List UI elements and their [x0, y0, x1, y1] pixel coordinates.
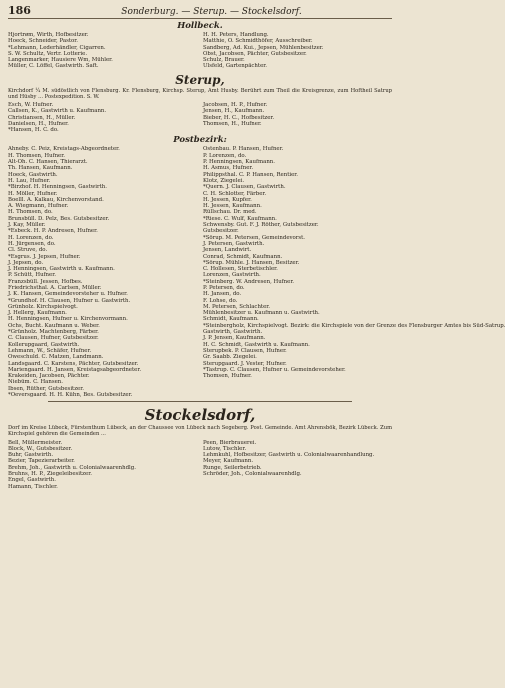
directory-entry: Ostenbau. P. Hansen, Hufner. [203, 146, 284, 153]
directory-entry: H. Jürgensen, do. [8, 240, 56, 247]
running-title: Sonderburg. — Sterup. — Stockelsdorf. [121, 7, 302, 17]
directory-entry: Gastwirth, Gastwirth. [203, 329, 263, 336]
directory-entry: *Birzhof. H. Henningsen, Gastwirth. [8, 184, 107, 191]
directory-entry: Thomsen, Hufner. [203, 373, 252, 380]
directory-entry: Esch, W. Hufner. [8, 101, 54, 108]
col-left [8, 102, 197, 133]
directory-entry: C. H. Schlotter, Färber. [203, 190, 267, 197]
directory-entry: *Sörup. Mühle. J. Hansen, Besitzer. [203, 259, 300, 266]
section-title-postbezirk: Postbezirk: [173, 135, 227, 146]
directory-entry: Müller, C. Löffel, Gastwirth. Saft. [8, 63, 99, 70]
directory-entry: Kollerupgaard, Gastwirth. [8, 341, 80, 348]
directory-entry: Brunsbüll. D. Pelz, Bes. Gutsbesitzer. [8, 215, 110, 222]
directory-entry: Langenmarker, Hausiere Wm, Mühler. [8, 57, 113, 64]
directory-entry: Jensen, H., Kaufmann. [203, 108, 265, 115]
directory-entry: Schröder, Joh., Colonialwaarenhdlg. [203, 471, 302, 477]
col-right [203, 146, 505, 398]
directory-entry: Meyer, Kaufmann. [203, 458, 254, 465]
directory-entry: Lehmann, W., Schäfer, Hufner. [8, 347, 92, 354]
directory-entry: Friedrichsthal. A. Carlsen, Müller. [8, 284, 102, 291]
directory-entry: H. Jansen, do. [203, 291, 242, 298]
directory-entry: Oweschuld. C. Matzen, Landmann. [8, 354, 104, 361]
directory-entry: Rüllschau. Dr. med. [203, 209, 257, 216]
directory-entry: Thomsen, H., Hufner. [203, 120, 262, 127]
col-right [203, 32, 392, 70]
directory-entry: Klotz, Ziegelei. [203, 177, 245, 184]
directory-entry: J. Kay, Müller. [8, 222, 46, 229]
col-left [8, 146, 197, 398]
directory-entry: *Esgrus. J. Jepsen, Hufner. [8, 253, 81, 260]
directory-entry: Runge, Seilerbetrieb. [203, 464, 262, 471]
directory-entry: *Esbeck. H. P. Andresen, Hufner. [8, 228, 98, 235]
directory-entry: J. K. Hansen, Gemeindevorsteher u. Hufner. [8, 291, 128, 298]
directory-entry: H. Lau, Hufner. [8, 177, 51, 184]
col-left [8, 32, 197, 70]
document-page [8, 4, 505, 684]
directory-entry: Bezier, Tapezierarbeiter. [8, 458, 75, 465]
directory-entry: Franzsbüll. Jessen, Hofbes. [8, 278, 83, 285]
directory-entry: H. Jessen, Kaufmann. [203, 203, 262, 210]
directory-entry: F. Lohse, do. [203, 297, 238, 304]
directory-entry: Ochs, Bucht. Kaufmann u. Weber. [8, 322, 100, 329]
section-hollbeck [8, 32, 392, 70]
directory-entry: Krakeiden, Jacobsen, Pächter. [8, 373, 90, 380]
directory-entry: Obst, Jacobsen, Pächter, Gutsbesitzer. [203, 50, 307, 57]
directory-entry: *Hansen, H. C. do. [8, 127, 59, 134]
directory-entry: Gutsbesitzer. [203, 228, 239, 235]
directory-entry: P. Henningsen, Kaufmann. [203, 159, 275, 166]
directory-entry: Gr. Saabb. Ziegelei. [203, 354, 257, 361]
page-header [8, 4, 392, 19]
directory-entry: Schmidt, Kaufmann. [203, 316, 259, 323]
directory-entry: *Oeversgaard. H. H. Kühn, Bes. Gutsbesitzer. [8, 392, 133, 399]
directory-entry: Lehmkuhl, Hofbesitzer, Gastwirth u. Colonialwaarenhandlung. [203, 452, 375, 459]
directory-entry: Jacobsen, H. P., Hufner. [203, 101, 268, 108]
directory-entry: Lorenzen, Gastwirth. [203, 272, 261, 279]
directory-entry: H. Lorenzen, do. [8, 234, 54, 241]
directory-entry: Peen, Bierbrauerei. [203, 439, 257, 446]
directory-entry: Bell, Müllermeister. [8, 439, 63, 446]
directory-entry: *Tastrup. C. Clausen, Hufner u. Gemeindevorsteher. [203, 366, 346, 373]
directory-entry: Danielsen, H., Hufner. [8, 120, 69, 127]
directory-entry: Mariengaard. H. Jansen, Kreistagsabgeordneter. [8, 366, 142, 373]
directory-entry: Ulsfeld, Gartenpächter. [203, 63, 267, 70]
col-right [203, 440, 392, 490]
section-description: Dorf im Kreise Lübeck, Fürstenthum Lübeck, an der Chaussee von Lübeck nach Segeberg. Post. Gemeinde. Amt Ahrensbök, Bezirk Lübeck. Zum Kirchspiel gehören die Gemeinden ... [8, 425, 392, 438]
directory-entry: Engel, Gastwirth. [8, 477, 56, 484]
section-title-hollbeck: Hollbeck. [177, 21, 223, 31]
col-right [203, 102, 392, 133]
directory-entry: C. Hollesen, Sterbetischler. [203, 266, 278, 273]
directory-entry: Schulz, Brauer. [203, 57, 245, 64]
directory-entry: Cl. Struve, do. [8, 247, 48, 254]
directory-entry: *Grundhof. H. Clausen, Hufner u. Gastwirth. [8, 297, 131, 304]
directory-entry: Hamann, Tischler. [8, 483, 58, 490]
directory-entry: Schwensby. Gut. F. J. Röther, Gutsbesitzer. [203, 222, 319, 229]
page-number: 186 [8, 4, 31, 17]
directory-entry: H. Henningsen, Hufner u. Kirchenvormann. [8, 316, 128, 323]
section-title-sterup: Sterup, [175, 72, 225, 87]
directory-entry: *Grünholz. Machtenberg, Färber. [8, 329, 99, 336]
directory-entry: Hoeck, Gastwirth. [8, 171, 58, 178]
directory-entry: Hoeck, Schneider, Pastor. [8, 38, 78, 45]
directory-entry: Block, W., Gutsbesitzer. [8, 445, 73, 452]
col-left [8, 440, 197, 490]
directory-entry: H. Thomsen, Hufner. [8, 152, 65, 159]
directory-entry: Sterupgaard. J. Vester, Hufner. [203, 360, 287, 367]
directory-entry: *Steinbergholz, Kirchspielvogt. Bezirk: die Kirchspiele von der Grenze des Flensburger Amtes bis Süd-Satrup. [203, 322, 505, 329]
directory-entry: Matthie, O. Schmidthöfer, Ausschreiber. [203, 38, 313, 45]
directory-entry: H. Möller, Hufner. [8, 190, 58, 197]
directory-entry: J. P. Jensen, Kaufmann. [203, 335, 266, 342]
section-stockelsdorf [8, 440, 392, 490]
directory-entry: Jensen, Landwirt. [203, 247, 252, 254]
directory-entry: J. Jepsen, do. [8, 259, 44, 266]
directory-entry: *Lehmann, Lederhändler, Cigarren. [8, 44, 106, 51]
section-sterup [8, 102, 392, 133]
directory-entry: Christiansen, H., Müller. [8, 114, 76, 121]
directory-entry: H. C. Schmidt, Gastwirth u. Kaufmann. [203, 341, 310, 348]
directory-entry: *Quern. J. Clausen, Gastwirth. [203, 184, 286, 191]
directory-entry: Sterupbek. P. Clausen, Hufner. [203, 347, 287, 354]
directory-entry: P. Schütt, Hufner. [8, 272, 56, 279]
directory-entry: H. H. Peters, Handlung. [203, 32, 269, 38]
directory-entry: H. Thomsen, do. [8, 209, 53, 216]
directory-entry: J. Hellerg, Kaufmann. [8, 310, 67, 317]
directory-entry: *Riese. C. Wulf, Kaufmann. [203, 215, 277, 222]
directory-entry: J. Henningsen, Gastwirth u. Kaufmann. [8, 266, 115, 273]
directory-entry: Bieber, H. C., Hofbesitzer. [203, 114, 275, 121]
directory-entry: Th. Hansen, Kaufmann. [8, 165, 73, 172]
directory-entry: Lutow, Tischler. [203, 445, 247, 452]
directory-entry: H. Asmus, Hufner. [203, 165, 254, 172]
directory-entry: Ahneby. C. Peiz, Kreistags-Abgeordneter. [8, 146, 120, 153]
directory-entry: M. Petersen, Schlachter. [203, 303, 270, 310]
directory-entry: Grünholz. Kirchspielvogt. [8, 303, 78, 310]
directory-entry: Landsgaard. C. Karstens, Pächter, Gutsbesitzer. [8, 360, 139, 367]
directory-entry: J. Petersen, Gastwirth. [203, 240, 265, 247]
section-postbezirk [8, 146, 505, 399]
directory-entry: *Steinberg. W. Andresen, Hufner. [203, 278, 295, 285]
divider [48, 401, 352, 402]
directory-entry: P. Lorenzen, do. [203, 152, 247, 159]
directory-entry: Sandberg, Ad. Kui., Jepsen, Mühlenbesitzer. [203, 44, 324, 51]
directory-entry: Callsen, K., Gastwirth u. Kaufmann. [8, 108, 107, 115]
section-title-stockelsdorf: Stockelsdorf, [144, 406, 256, 425]
directory-entry: H. Jessen, Kupfer. [203, 196, 252, 203]
directory-entry: Niebüm. C. Hansen. [8, 379, 63, 386]
directory-entry: Buhr, Gastwirth. [8, 452, 54, 459]
directory-entry: Bruhns, H. P., Ziegeleibesitzer. [8, 471, 92, 477]
directory-entry: Philippsthal. C. P. Hansen, Rentier. [203, 171, 299, 178]
directory-entry: C. Clausen, Hufner, Gutsbesitzer. [8, 335, 99, 342]
directory-entry: A. Wiegmann, Hufner. [8, 203, 69, 210]
directory-entry: Alt-Oh. C. Hansen, Thierarzt. [8, 159, 88, 166]
directory-entry: Mühlenbesitzer u. Kaufmann u. Gastwirth. [203, 310, 320, 317]
directory-entry: Hjortrøm, Wirth, Hofbesitzer. [8, 32, 89, 38]
directory-entry: Conrad, Schmidt, Kaufmann. [203, 253, 283, 260]
section-description: Kirchdorf ¼ M. südöstlich von Flensburg. Kr. Flensburg, Kirchsp. Sterup, Amt Husby. Berührt zum Theil die Kreisgrenze, zum Hoftheil Satrup und Hüsby ... Postexpedition. S. W. [8, 87, 392, 100]
directory-entry: P. Petersen, do. [203, 284, 245, 291]
directory-entry: Ibsen, Rüther, Gutsbesitzer. [8, 385, 84, 392]
directory-entry: *Sörup. M. Petersen, Gemeindevorst. [203, 234, 306, 241]
directory-entry: Boelll. A. Kalkau, Kirchenvorstand. [8, 196, 104, 203]
directory-entry: S. W. Schultz, Vertr. Lotterie. [8, 50, 88, 57]
directory-entry: Brehm, Joh., Gastwirth u. Colonialwaarenhdlg. [8, 464, 136, 471]
